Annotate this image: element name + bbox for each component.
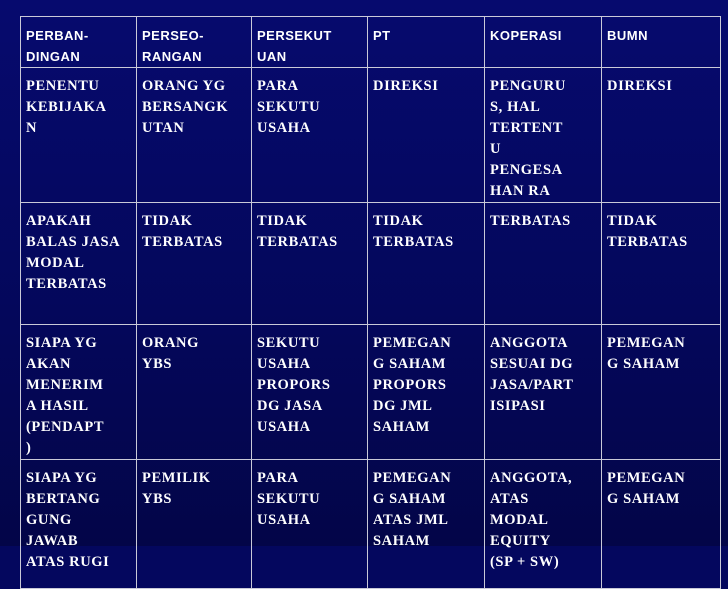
- table-cell: ANGGOTA, ATAS MODAL EQUITY (SP + SW): [485, 460, 602, 589]
- header-row: [21, 17, 721, 68]
- header-cell: PERSEO- RANGAN: [137, 17, 252, 68]
- table-cell: APAKAH BALAS JASA MODAL TERBATAS: [21, 203, 137, 325]
- table-cell: TIDAK TERBATAS: [137, 203, 252, 325]
- table-cell: PEMEGAN G SAHAM ATAS JML SAHAM: [368, 460, 485, 589]
- comparison-table: [20, 16, 721, 589]
- header-cell: PERSEKUT UAN: [252, 17, 368, 68]
- header-cell: BUMN: [602, 17, 721, 68]
- table-cell: SIAPA YG BERTANG GUNG JAWAB ATAS RUGI: [21, 460, 137, 589]
- table-cell: TIDAK TERBATAS: [252, 203, 368, 325]
- table-cell: SEKUTU USAHA PROPORS DG JASA USAHA: [252, 325, 368, 460]
- table-cell: DIREKSI: [602, 68, 721, 203]
- table-cell: PARA SEKUTU USAHA: [252, 460, 368, 589]
- header-cell: PT: [368, 17, 485, 68]
- table-cell: DIREKSI: [368, 68, 485, 203]
- table-cell: SIAPA YG AKAN MENERIM A HASIL (PENDAPT ): [21, 325, 137, 460]
- table-cell: TIDAK TERBATAS: [368, 203, 485, 325]
- table-cell: PENGURU S, HAL TERTENT U PENGESA HAN RA: [485, 68, 602, 203]
- table-cell: PEMILIK YBS: [137, 460, 252, 589]
- table-cell: PENENTU KEBIJAKA N: [21, 68, 137, 203]
- table-cell: TIDAK TERBATAS: [602, 203, 721, 325]
- header-cell: KOPERASI: [485, 17, 602, 68]
- table-cell: TERBATAS: [485, 203, 602, 325]
- table-cell: ORANG YBS: [137, 325, 252, 460]
- table-row: [21, 325, 721, 460]
- table-cell: PEMEGAN G SAHAM PROPORS DG JML SAHAM: [368, 325, 485, 460]
- table-row: [21, 460, 721, 589]
- table-cell: PARA SEKUTU USAHA: [252, 68, 368, 203]
- table-row: [21, 68, 721, 203]
- header-cell: PERBAN- DINGAN: [21, 17, 137, 68]
- table-cell: PEMEGAN G SAHAM: [602, 325, 721, 460]
- table-row: [21, 203, 721, 325]
- table-cell: ANGGOTA SESUAI DG JASA/PART ISIPASI: [485, 325, 602, 460]
- table-cell: PEMEGAN G SAHAM: [602, 460, 721, 589]
- table-cell: ORANG YG BERSANGK UTAN: [137, 68, 252, 203]
